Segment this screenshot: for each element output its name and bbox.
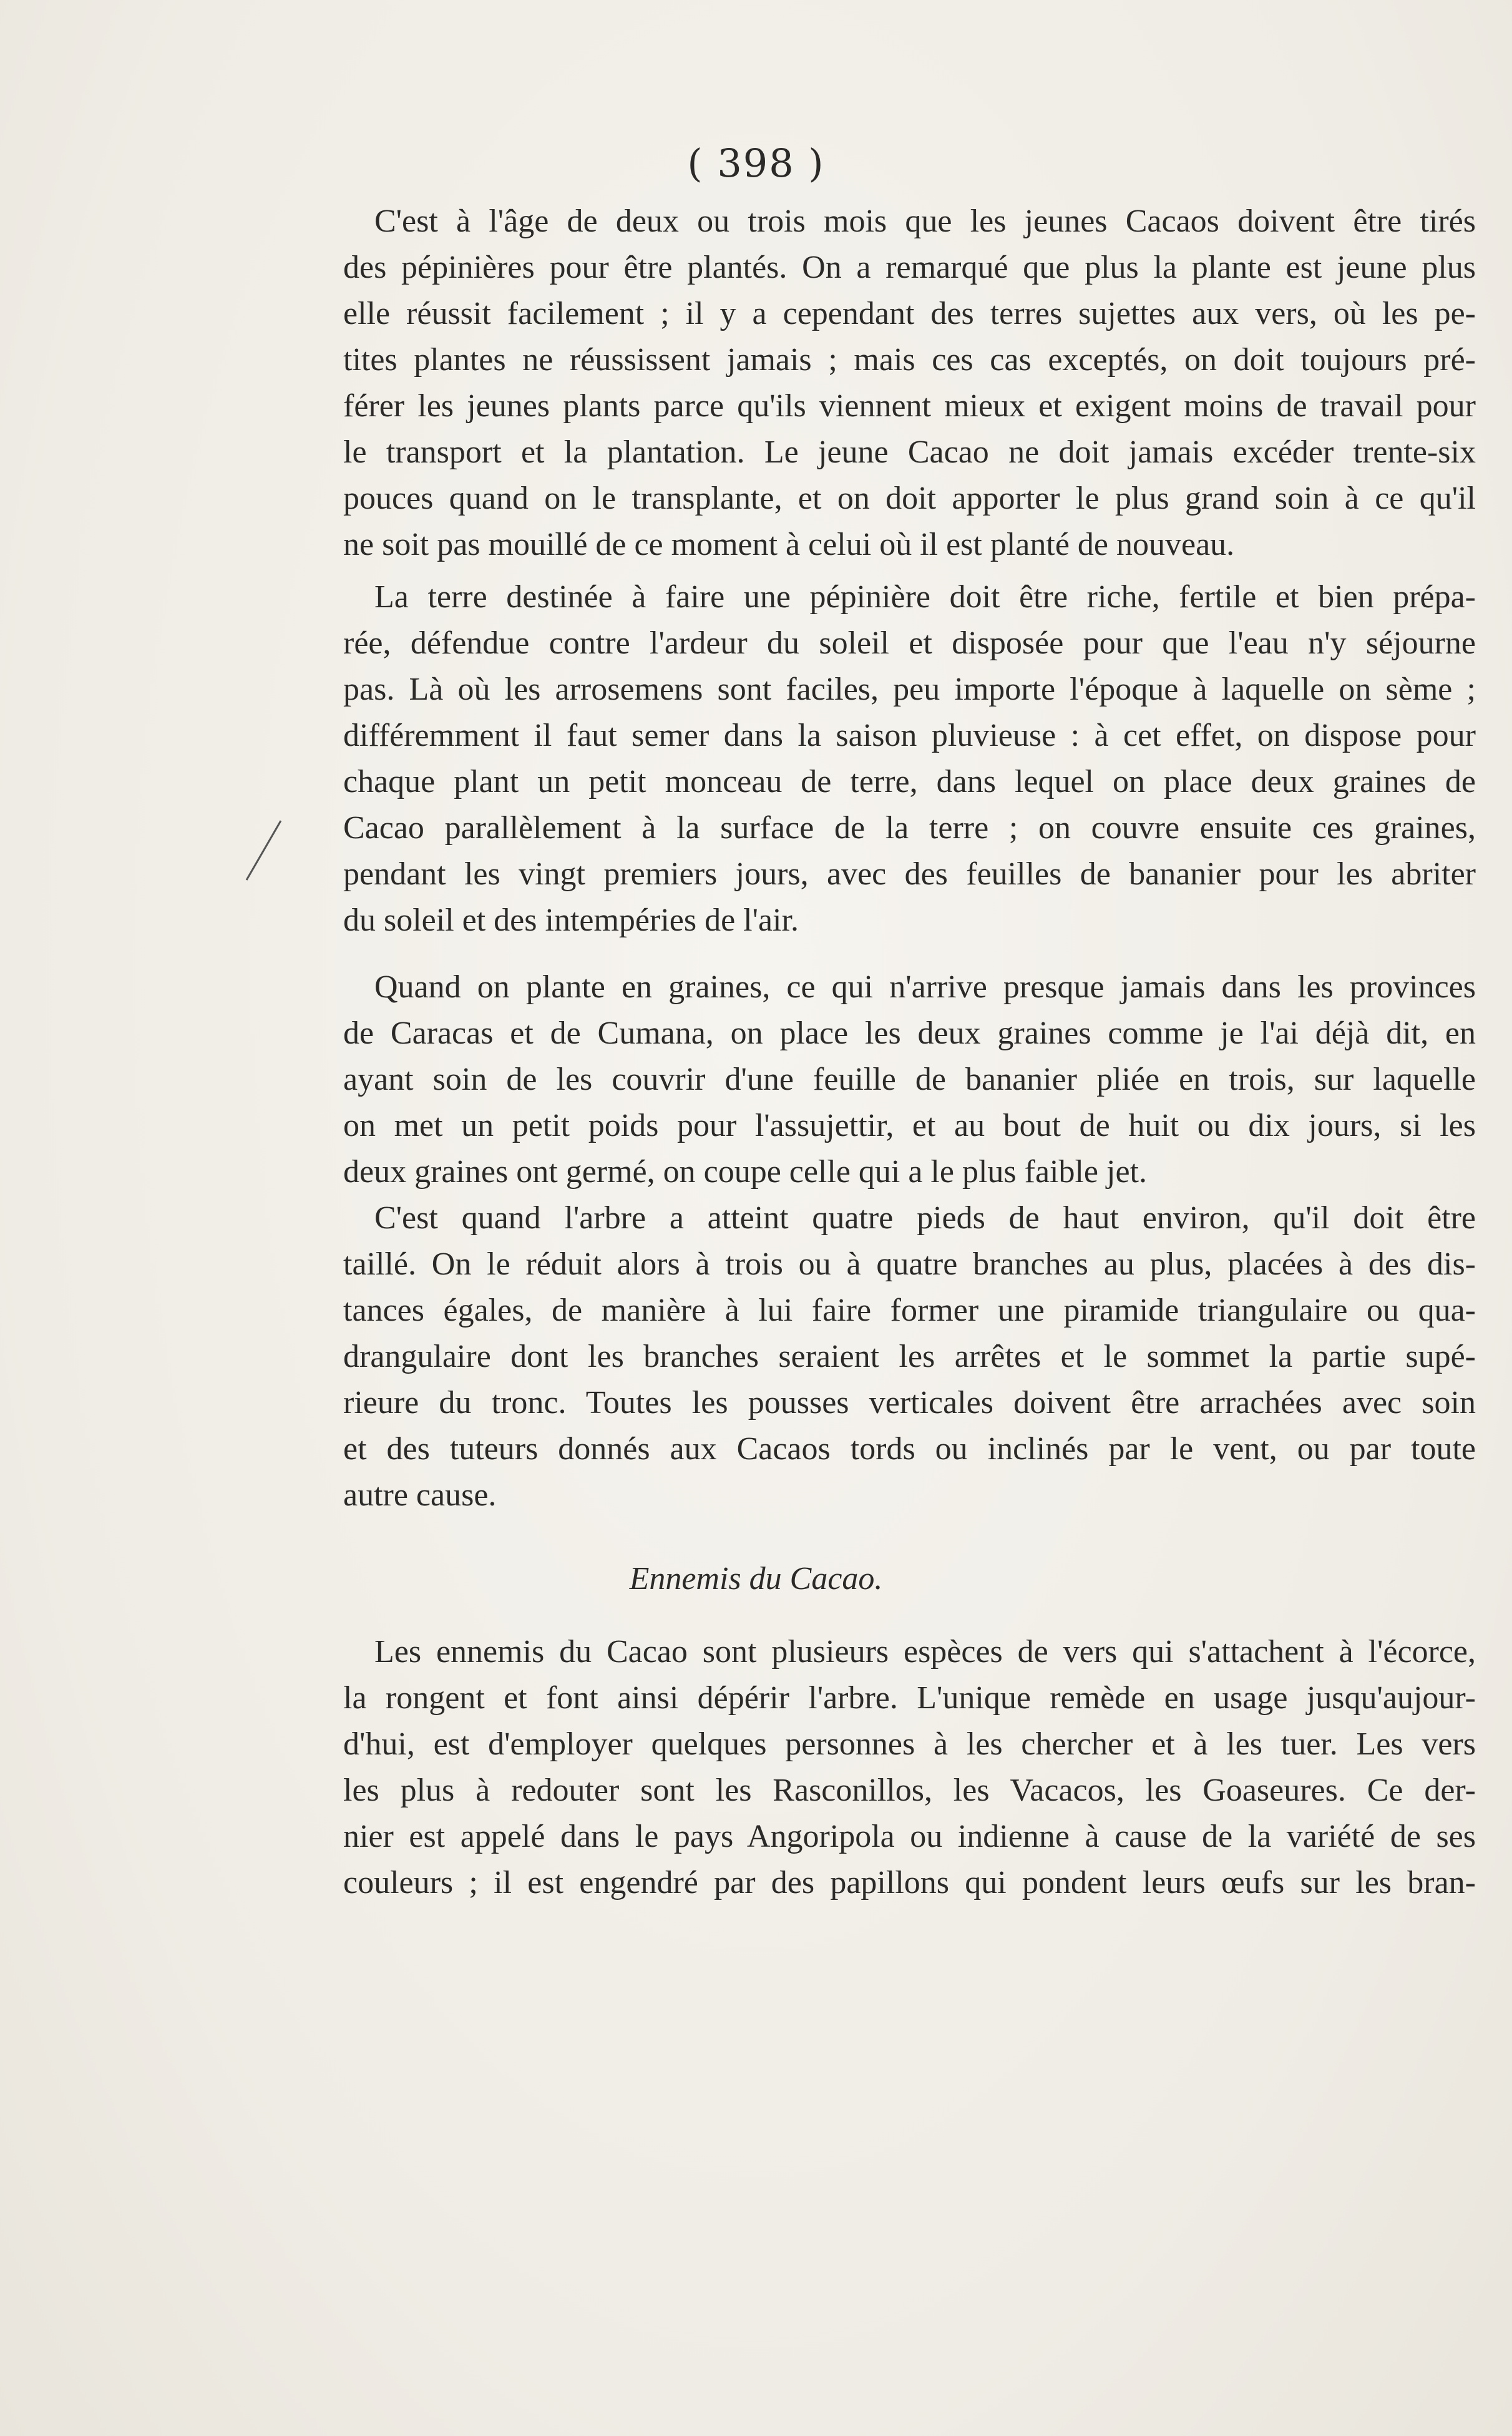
text-line: tances égales, de manière à lui faire former une piramide triangulaire ou qua- [343,1293,1476,1328]
text-line: autre cause. [343,1477,497,1513]
text-line: tites plantes ne réussissent jamais ; mais ces cas exceptés, on doit toujours pré- [343,342,1476,378]
text-line: C'est à l'âge de deux ou trois mois que les jeunes Cacaos doivent être tirés [374,203,1476,239]
text-line: elle réussit facilement ; il y a cependant des terres sujettes aux vers, où les pe- [343,296,1476,331]
text-line: ayant soin de les couvrir d'une feuille de bananier pliée en trois, sur laquelle [343,1062,1476,1097]
margin-pencil-mark [237,818,287,886]
text-line: le transport et la plantation. Le jeune Cacao ne doit jamais excéder trente-six [343,434,1476,470]
text-line: couleurs ; il est engendré par des papillons qui pondent leurs œufs sur les bran- [343,1865,1476,1900]
text-line: on met un petit poids pour l'assujettir, et au bout de huit ou dix jours, si les [343,1108,1476,1143]
text-line: C'est quand l'arbre a atteint quatre pieds de haut environ, qu'il doit être [374,1200,1476,1236]
text-line: du soleil et des intempéries de l'air. [343,902,799,938]
text-line: pouces quand on le transplante, et on doit apporter le plus grand soin à ce qu'il [343,481,1476,516]
text-line: Cacao parallèlement à la surface de la terre ; on couvre ensuite ces graines, [343,810,1476,846]
text-line: drangulaire dont les branches seraient les arrêtes et le sommet la partie supé- [343,1339,1476,1374]
text-line: chaque plant un petit monceau de terre, dans lequel on place deux graines de [343,764,1476,800]
text-line: différemment il faut semer dans la saison pluvieuse : à cet effet, on dispose pour [343,718,1476,753]
text-line: des pépinières pour être plantés. On a remarqué que plus la plante est jeune plus [343,250,1476,285]
text-line: La terre destinée à faire une pépinière doit être riche, fertile et bien prépa- [374,579,1476,615]
text-line: ne soit pas mouillé de ce moment à celui où il est planté de nouveau. [343,527,1235,562]
text-line: nier est appelé dans le pays Angoripola ou indienne à cause de la variété de ses [343,1819,1476,1854]
text-line: pendant les vingt premiers jours, avec des feuilles de bananier pour les abriter [343,856,1476,892]
text-line: de Caracas et de Cumana, on place les deux graines comme je l'ai déjà dit, en [343,1015,1476,1051]
text-line: rée, défendue contre l'ardeur du soleil et disposée pour que l'eau n'y séjourne [343,625,1476,661]
text-line: la rongent et font ainsi dépérir l'arbre. L'unique remède en usage jusqu'aujour- [343,1680,1476,1716]
text-line: férer les jeunes plants parce qu'ils viennent mieux et exigent moins de travail pour [343,388,1476,424]
text-line: et des tuteurs donnés aux Cacaos tords ou inclinés par le vent, ou par toute [343,1431,1476,1467]
text-line: deux graines ont germé, on coupe celle qui a le plus faible jet. [343,1154,1147,1190]
text-line: Quand on plante en graines, ce qui n'arrive presque jamais dans les provinces [374,969,1476,1005]
text-line: d'hui, est d'employer quelques personnes à les chercher et à les tuer. Les vers [343,1726,1476,1762]
text-line: les plus à redouter sont les Rasconillos, les Vacacos, les Goaseures. Ce der- [343,1773,1476,1808]
section-heading: Ennemis du Cacao. [629,1561,883,1597]
text-line: Les ennemis du Cacao sont plusieurs espèces de vers qui s'attachent à l'écorce, [374,1634,1476,1670]
page-number: ( 398 ) [687,140,825,186]
text-line: rieure du tronc. Toutes les pousses verticales doivent être arrachées avec soin [343,1385,1476,1421]
text-line: pas. Là où les arrosemens sont faciles, peu importe l'époque à laquelle on sème ; [343,672,1476,707]
text-line: taillé. On le réduit alors à trois ou à quatre branches au plus, placées à des dis- [343,1246,1476,1282]
